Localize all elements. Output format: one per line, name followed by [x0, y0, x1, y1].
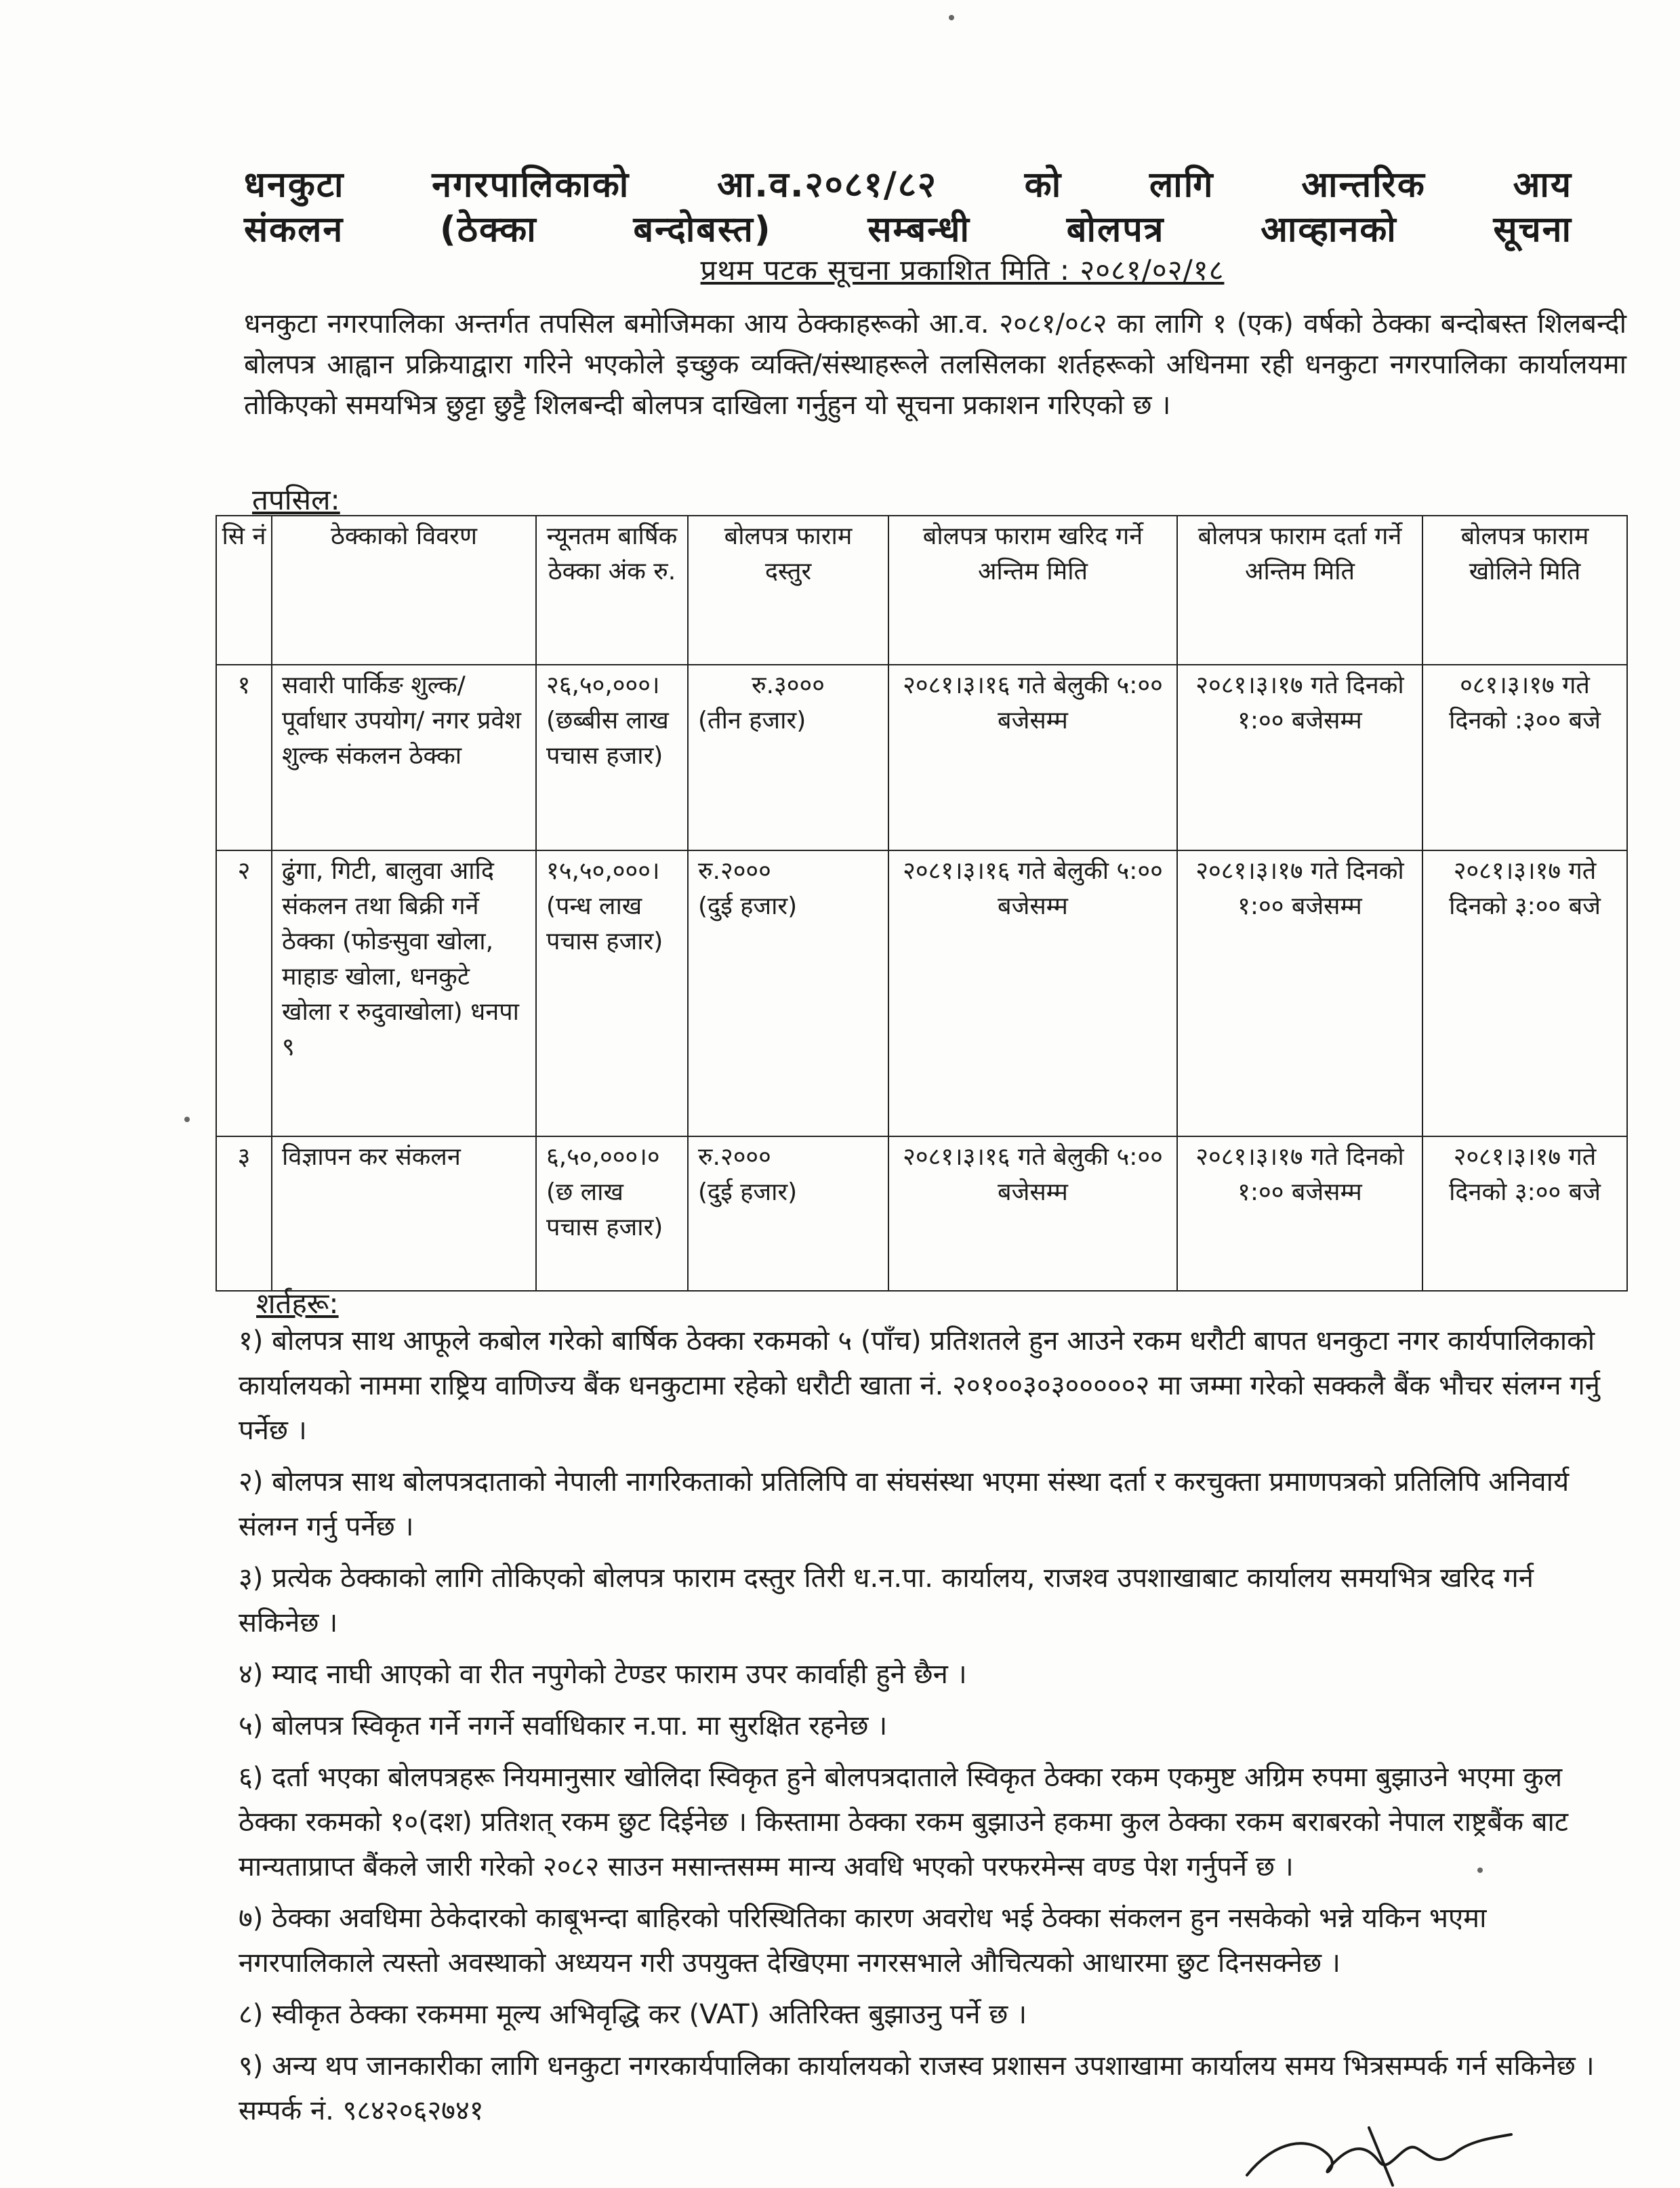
condition-item: १) बोलपत्र साथ आफूले कबोल गरेको बार्षिक ठेक्का रकमको ५ (पाँच) प्रतिशतले हुन आउने रकम धरौटी बापत धनकुटा नगर कार्यपालिकाको कार्यालयको नाममा राष्ट्रिय वाणिज्य बैंक धनकुटामा रहेको धरौटी खाता नं. २०१००३०३०००००२ मा जम्मा गरेको सक्कलै बैंक भौचर संलग्न गर्नु पर्नेछ ।	[239, 1325, 1600, 1446]
col-header-fee: बोलपत्र फाराम दस्तुर	[688, 516, 888, 665]
table-row	[216, 1136, 1627, 1291]
scan-speck	[184, 1117, 190, 1122]
amount-figure: २६,५०,०००।	[546, 672, 660, 699]
fee-words: (दुई हजार)	[698, 1178, 798, 1206]
col-header-sn: सि नं	[216, 516, 272, 665]
publication-date: प्रथम पटक सूचना प्रकाशित मिति : २०८१/०२/१८	[700, 253, 1225, 287]
cell-purchase-deadline: २०८१।३।१६ गते बेलुकी ५:०० बजेसम्म	[888, 665, 1177, 850]
condition-item: ६) दर्ता भएका बोलपत्रहरू नियमानुसार खोलिदा स्विकृत हुने बोलपत्रदाताले स्विकृत ठेक्का रकम एकमुष्ट अग्रिम रुपमा बुझाउने भएमा कुल ठेक्का रकमको १०(दश) प्रतिशत् रकम छुट दिईनेछ । किस्तामा ठेक्का रकम बुझाउने हकमा कुल ठेक्का रकम बराबरको नेपाल राष्ट्रबैंक बाट मान्यताप्राप्त बैंकले जारी गरेको २०८२ साउन मसान्तसम्म मान्य अवधि भएको परफरमेन्स वण्ड पेश गर्नुपर्ने छ ।	[239, 1762, 1568, 1882]
col-header-registration-deadline: बोलपत्र फाराम दर्ता गर्ने अन्तिम मिति	[1177, 516, 1422, 665]
cell-registration-deadline: २०८१।३।१७ गते दिनको १:०० बजेसम्म	[1177, 1136, 1422, 1291]
fee-figure: रु.२०००	[698, 1143, 771, 1171]
cell-amount	[536, 850, 688, 1136]
amount-words: (पन्ध लाख पचास हजार)	[546, 892, 663, 955]
conditions-heading: शर्तहरू:	[256, 1287, 339, 1320]
cell-sn: १	[216, 665, 272, 850]
scan-speck	[949, 15, 954, 20]
cell-purchase-deadline: २०८१।३।१६ गते बेलुकी ५:०० बजेसम्म	[888, 850, 1177, 1136]
condition-item: २) बोलपत्र साथ बोलपत्रदाताको नेपाली नागरिकताको प्रतिलिपि वा संघसंस्था भएमा संस्था दर्ता र करचुक्ता प्रमाणपत्रको प्रतिलिपि अनिवार्य संलग्न गर्नु पर्नेछ ।	[239, 1466, 1570, 1542]
cell-sn: २	[216, 850, 272, 1136]
signature-icon	[1233, 2121, 1518, 2188]
fee-words: (तीन हजार)	[698, 707, 806, 735]
amount-figure: ६,५०,०००।०	[546, 1143, 660, 1171]
cell-fee	[688, 665, 888, 850]
condition-item: ४) म्याद नाघी आएको वा रीत नपुगेको टेण्डर फाराम उपर कार्वाही हुने छैन ।	[239, 1659, 967, 1690]
cell-sn: ३	[216, 1136, 272, 1291]
cell-description: विज्ञापन कर संकलन	[272, 1136, 536, 1291]
condition-item: ७) ठेक्का अवधिमा ठेकेदारको काबूभन्दा बाहिरको परिस्थितिका कारण अवरोध भई ठेक्का संकलन हुन नसकेको भन्ने यकिन भएमा नगरपालिकाले त्यस्तो अवस्थाको अध्ययन गरी उपयुक्त देखिएमा नगरसभाले औचित्यको आधारमा छुट दिनसक्नेछ ।	[239, 1903, 1487, 1979]
condition-item: ५) बोलपत्र स्विकृत गर्ने नगर्ने सर्वाधिकार न.पा. मा सुरक्षित रहनेछ ।	[239, 1710, 888, 1741]
table-label: तपसिल:	[252, 483, 340, 516]
cell-fee	[688, 850, 888, 1136]
cell-purchase-deadline: २०८१।३।१६ गते बेलुकी ५:०० बजेसम्म	[888, 1136, 1177, 1291]
contract-table	[216, 515, 1628, 1292]
table-row	[216, 850, 1627, 1136]
amount-words: (छ लाख पचास हजार)	[546, 1178, 663, 1241]
cell-amount	[536, 1136, 688, 1291]
fee-figure: रु.२०००	[698, 857, 771, 885]
conditions-list	[239, 1319, 1621, 2140]
table-row	[216, 665, 1627, 850]
cell-description: सवारी पार्किङ शुल्क/पूर्वाधार उपयोग/ नगर प्रवेश शुल्क संकलन ठेक्का	[272, 665, 536, 850]
cell-amount	[536, 665, 688, 850]
cell-registration-deadline: २०८१।३।१७ गते दिनको १:०० बजेसम्म	[1177, 850, 1422, 1136]
condition-item: ८) स्वीकृत ठेक्का रकममा मूल्य अभिवृद्धि कर (VAT) अतिरिक्त बुझाउनु पर्ने छ ।	[239, 1999, 1027, 2030]
table-header-row	[216, 516, 1627, 665]
fee-figure: रु.३०००	[752, 672, 825, 699]
scan-speck	[1477, 1867, 1483, 1873]
cell-description: ढुंगा, गिटी, बालुवा आदि संकलन तथा बिक्री गर्ने ठेक्का (फोङसुवा खोला, माहाङ खोला, धनकुटे खोला र रुदुवाखोला) धनपा ९	[272, 850, 536, 1136]
cell-registration-deadline: २०८१।३।१७ गते दिनको १:०० बजेसम्म	[1177, 665, 1422, 850]
amount-figure: १५,५०,०००।	[546, 857, 660, 885]
col-header-purchase-deadline: बोलपत्र फाराम खरिद गर्ने अन्तिम मिति	[888, 516, 1177, 665]
col-header-opening-date: बोलपत्र फाराम खोलिने मिति	[1422, 516, 1627, 665]
fee-words: (दुई हजार)	[698, 892, 798, 920]
cell-opening-date: २०८१।३।१७ गते दिनको ३:०० बजे	[1422, 850, 1627, 1136]
notice-title-line1: धनकुटा नगरपालिकाको आ.व.२०८१/८२ को लागि आन्तरिक आय	[244, 165, 1572, 205]
cell-opening-date: ०८१।३।१७ गते दिनको :३०० बजे	[1422, 665, 1627, 850]
amount-words: (छब्बीस लाख पचास हजार)	[546, 707, 669, 770]
cell-fee	[688, 1136, 888, 1291]
condition-item: ९) अन्य थप जानकारीका लागि धनकुटा नगरकार्यपालिका कार्यालयको राजस्व प्रशासन उपशाखामा कार्यालय समय भित्रसम्पर्क गर्न सकिनेछ । सम्पर्क नं. ९८४२०६२७४१	[239, 2050, 1595, 2126]
notice-title-line2: संकलन (ठेक्का बन्दोबस्त) सम्बन्धी बोलपत्र आव्हानको सूचना	[244, 209, 1572, 250]
intro-paragraph: धनकुटा नगरपालिका अन्तर्गत तपसिल बमोजिमका आय ठेक्काहरूको आ.व. २०८१/०८२ का लागि १ (एक) वर्षको ठेक्का बन्दोबस्त शिलबन्दी बोलपत्र आह्वान प्रक्रियाद्वारा गरिने भएकोले इच्छुक व्यक्ति/संस्थाहरूले तलसिलका शर्तहरूको अधिनमा रही धनकुटा नगरपालिका कार्यालयमा तोकिएको समयभित्र छुट्टा छुट्टै शिलबन्दी बोलपत्र दाखिला गर्नुहुन यो सूचना प्रकाशन गरिएको छ ।	[244, 308, 1626, 421]
condition-item: ३) प्रत्येक ठेक्काको लागि तोकिएको बोलपत्र फाराम दस्तुर तिरी ध.न.पा. कार्यालय, राजश्व उपशाखाबाट कार्यालय समयभित्र खरिद गर्न सकिनेछ ।	[239, 1563, 1534, 1638]
cell-opening-date: २०८१।३।१७ गते दिनको ३:०० बजे	[1422, 1136, 1627, 1291]
col-header-amount: न्यूनतम बार्षिक ठेक्का अंक रु.	[536, 516, 688, 665]
col-header-description: ठेक्काको विवरण	[272, 516, 536, 665]
